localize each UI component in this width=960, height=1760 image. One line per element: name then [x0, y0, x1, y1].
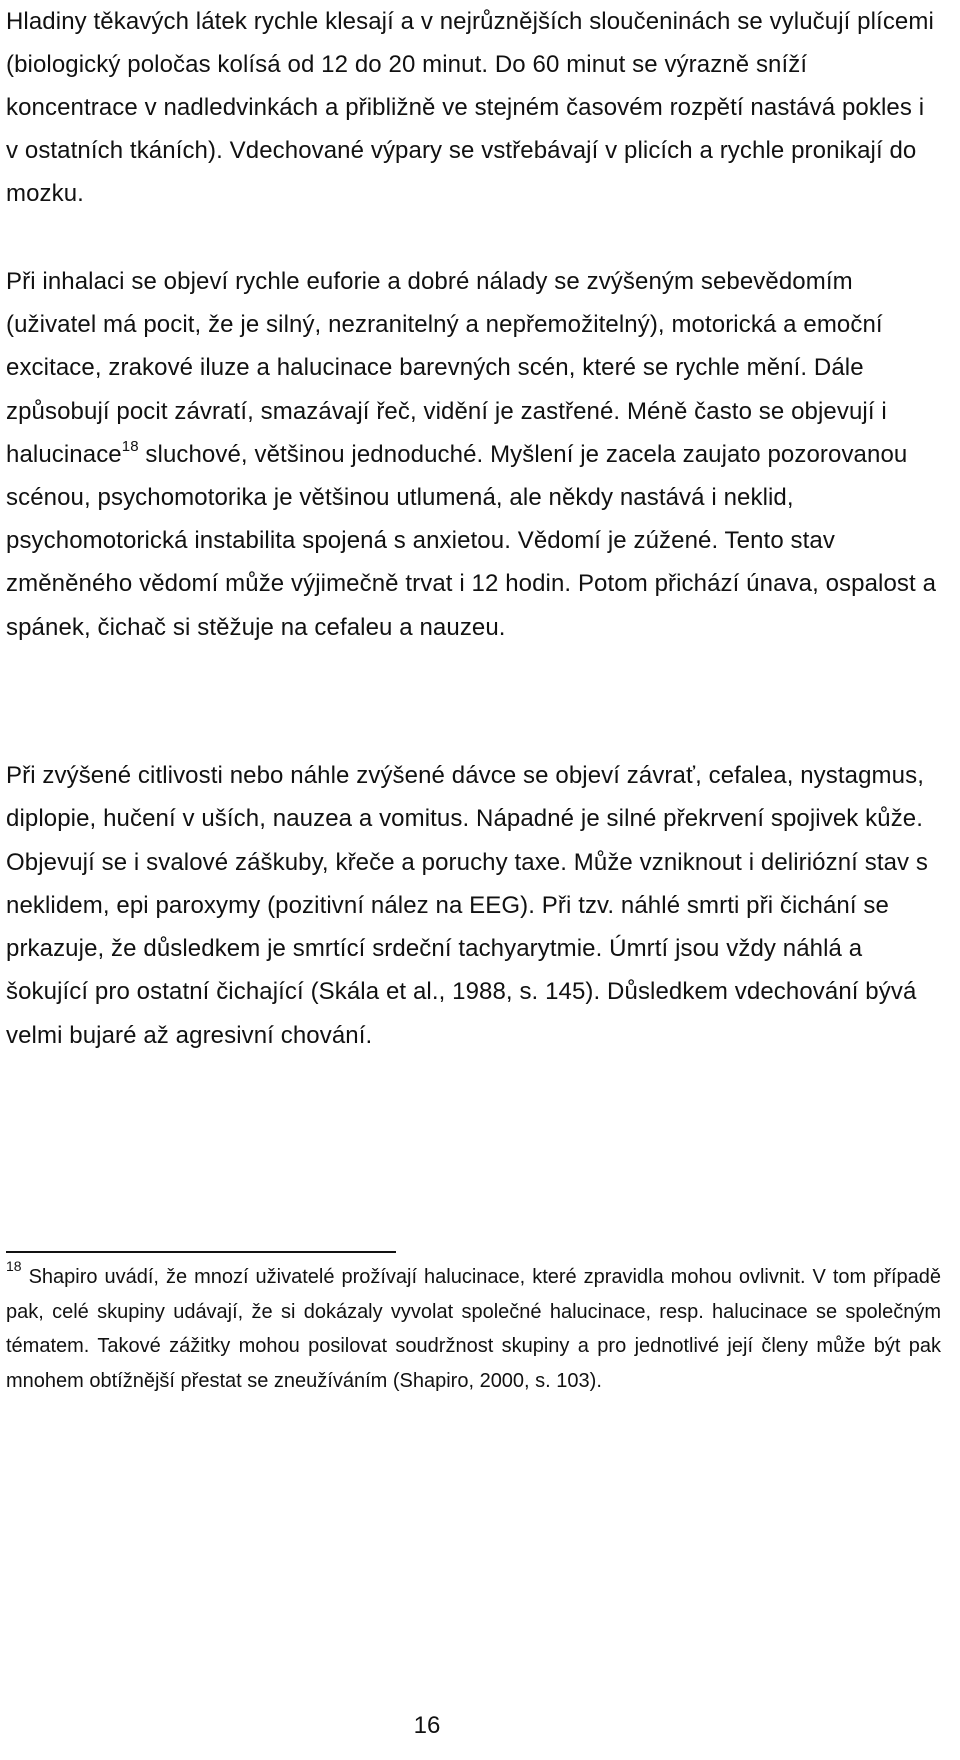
page-number: 16 — [413, 1712, 441, 1739]
paragraph-volatile-levels: Hladiny těkavých látek rychle klesají a v nejrůznějších sloučeninách se vylučují plícemi (biologický poločas kolísá od 12 do 20 minut. Do 60 minut se výrazně sníží koncentrace v nadledvinkách a přibližně ve stejném časovém rozpětí nastává pokles i v ostatních tkáních). Vdechované výpary se vstřebávají v plicích a rychle pronikají do mozku. — [6, 8, 934, 207]
paragraph-text: sluchové, většinou jednoduché. Myšlení je zacela zaujato pozorovanou scénou, psychomotorika je většinou utlumená, ale někdy nastává i neklid, psychomotorická instabilita spojená s anxietou. Vědomí je zúžené. Tento stav změněného vědomí může výjimečně trvat i 12 hodin. Potom přichází únava, ospalost a spánek, čichač si stěžuje na cefaleu a nauzeu. — [6, 440, 937, 641]
paragraph-text: Při inhalaci se objeví rychle euforie a dobré nálady se zvýšeným sebevědomím (uživatel má pocit, že je silný, nezranitelný a nepřemožitelný), motorická a emoční excitace, zrakové iluze a halucinace barevných scén, které se rychle mění. Dále způsobují pocit závratí, smazávají řeč, vidění je zastřené. Méně často se objevují i halucinace — [6, 268, 887, 468]
paragraph-inhalation-effects — [6, 260, 941, 649]
footnote — [6, 1260, 941, 1398]
footnote-separator — [6, 1251, 396, 1253]
footnote-text: Shapiro uvádí, že mnozí uživatelé prožívají halucinace, které zpravidla mohou ovlivnit. V tom případě pak, celé skupiny udávají, že si dokázaly vyvolat společné halucinace, resp. halucinace se společným tématem. Takové zážitky mohou posilovat soudržnost skupiny a pro jednotlivé její členy může být pak mnohem obtížnější přestat se zneužíváním (Shapiro, 2000, s. 103). — [6, 1266, 941, 1392]
paragraph-overdose-effects: Při zvýšené citlivosti nebo náhle zvýšené dávce se objeví závrať, cefalea, nystagmus, diplopie, hučení v uších, nauzea a vomitus. Nápadné je silné překrvení spojivek kůže. Objevují se i svalové záškuby, křeče a poruchy taxe. Může vzniknout i deliriózní stav s neklidem, epi paroxymy (pozitivní nález na EEG). Při tzv. náhlé smrti při čichání se prkazuje, že důsledkem je smrtící srdeční tachyarytmie. Úmrtí jsou vždy náhlá a šokující pro ostatní čichající (Skála et al., 1988, s. 145). Důsledkem vdechování bývá velmi bujaré až agresivní chování. — [6, 762, 928, 1049]
footnote-reference[interactable]: 18 — [121, 437, 139, 455]
footnote-marker: 18 — [6, 1258, 22, 1275]
